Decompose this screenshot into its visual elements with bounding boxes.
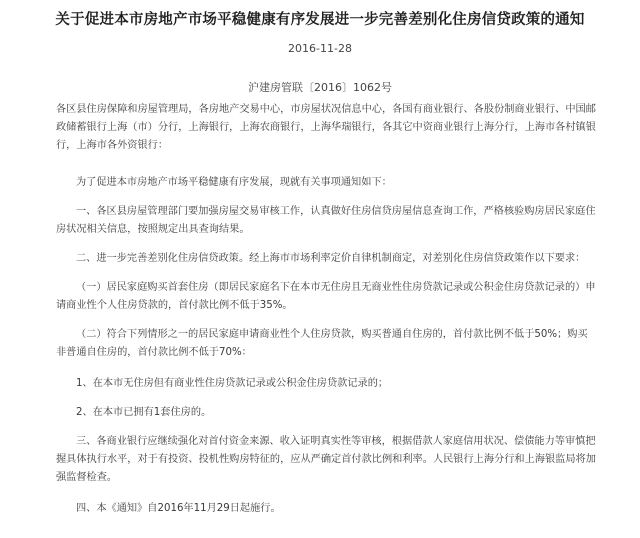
item-2-2-paragraph: （二）符合下列情形之一的居民家庭申请商业性个人住房贷款，购买普通自住房的，首付款比例不低于50%；购买非普通自住房的，首付款比例不低于70%： [56,329,588,358]
document-date: 2016-11-28 [288,42,352,55]
document-number: 沪建房管联〔2016〕1062号 [248,81,392,94]
item-1-paragraph: 一、各区县房屋管理部门要加强房屋交易审核工作，认真做好住房信贷房屋信息查询工作，严格核验购房居民家庭住房状况相关信息，按照规定出具查询结果。 [56,206,596,235]
intro-paragraph: 为了促进本市房地产市场平稳健康有序发展，现就有关事项通知如下： [76,177,392,188]
document-title: 关于促进本市房地产市场平稳健康有序发展进一步完善差别化住房信贷政策的通知 [55,12,585,28]
item-2-paragraph: 二、进一步完善差别化住房信贷政策。经上海市市场利率定价自律机制商定，对差别化住房信贷政策作以下要求： [76,253,586,264]
item-3-paragraph: 三、各商业银行应继续强化对首付资金来源、收入证明真实性等审核，根据借款人家庭信用状况、偿债能力等审慎把握具体执行水平，对于有投资、投机性购房特征的，应从严确定首付款比例和利率。人民银行上海分行和上海银监局将加强监督检查。 [56,436,596,483]
case-2-paragraph: 2、在本市已拥有1套住房的。 [76,407,212,418]
recipients-paragraph: 各区县住房保障和房屋管理局，各房地产交易中心，市房屋状况信息中心，各国有商业银行、各股份制商业银行、中国邮政储蓄银行上海（市）分行，上海银行，上海农商银行，上海华瑞银行，各其它中资商业银行上海分行，上海市各村镇银行，上海市各外资银行： [56,104,596,151]
item-2-1-paragraph: （一）居民家庭购买首套住房（即居民家庭名下在本市无住房且无商业性住房贷款记录或公积金住房贷款记录的）申请商业性个人住房贷款的，首付款比例不低于35%。 [56,282,596,311]
item-4-paragraph: 四、本《通知》自2016年11月29日起施行。 [76,503,281,514]
case-1-paragraph: 1、在本市无住房但有商业性住房贷款记录或公积金住房贷款记录的； [76,378,389,389]
